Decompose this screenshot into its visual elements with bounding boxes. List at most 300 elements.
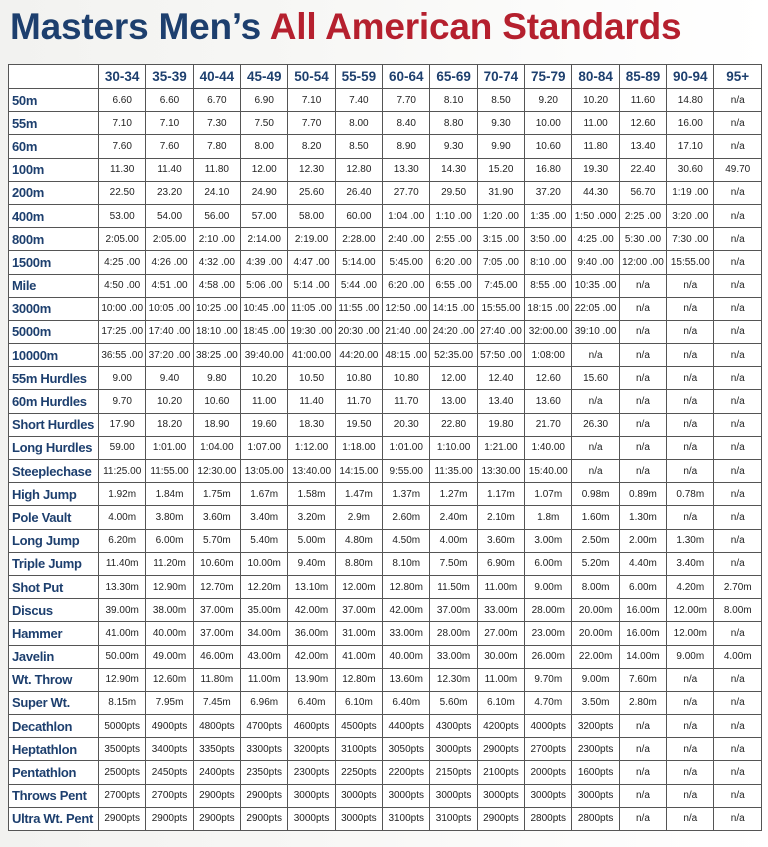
standard-value-cell: n/a	[714, 367, 762, 390]
standard-value-cell: n/a	[619, 274, 666, 297]
standard-value-cell: 19.50	[335, 413, 382, 436]
standard-value-cell: 8:55 .00	[525, 274, 572, 297]
age-group-header: 95+	[714, 65, 762, 89]
standard-value-cell: n/a	[714, 460, 762, 483]
table-row	[9, 228, 762, 251]
standard-value-cell: 17:25 .00	[99, 320, 146, 343]
standard-value-cell: 3000pts	[430, 738, 477, 761]
standard-value-cell: 12.40	[477, 367, 524, 390]
standard-value-cell: n/a	[619, 390, 666, 413]
standard-value-cell: 2900pts	[241, 784, 288, 807]
standard-value-cell: 15:55.00	[667, 251, 714, 274]
standard-value-cell: n/a	[619, 761, 666, 784]
standard-value-cell: 1:40.00	[525, 436, 572, 459]
standard-value-cell: 4300pts	[430, 715, 477, 738]
standard-value-cell: 6:20 .00	[383, 274, 430, 297]
standard-value-cell: 8.20	[288, 135, 335, 158]
table-row	[9, 483, 762, 506]
standard-value-cell: 6.10m	[477, 691, 524, 714]
standard-value-cell: 50.00m	[99, 645, 146, 668]
standard-value-cell: 13.40	[619, 135, 666, 158]
standard-value-cell: 12:50 .00	[383, 297, 430, 320]
standard-value-cell: 28.00m	[525, 599, 572, 622]
event-name-cell: Shot Put	[9, 575, 99, 598]
title-part-masters-mens: Masters Men’s	[10, 6, 262, 47]
standard-value-cell: 10.60	[525, 135, 572, 158]
standard-value-cell: 2700pts	[99, 784, 146, 807]
standard-value-cell: 7.30	[193, 112, 240, 135]
standard-value-cell: 3100pts	[335, 738, 382, 761]
standard-value-cell: 17.10	[667, 135, 714, 158]
age-group-header: 60-64	[383, 65, 430, 89]
title-part-all-american-standards: All American Standards	[269, 6, 682, 47]
standard-value-cell: n/a	[714, 761, 762, 784]
standard-value-cell: n/a	[572, 344, 619, 367]
standard-value-cell: 1:20 .00	[477, 204, 524, 227]
event-name-cell: Long Jump	[9, 529, 99, 552]
standard-value-cell: 15:55.00	[477, 297, 524, 320]
standard-value-cell: 3350pts	[193, 738, 240, 761]
event-name-cell: Heptathlon	[9, 738, 99, 761]
standard-value-cell: 12.80m	[383, 575, 430, 598]
standard-value-cell: n/a	[667, 761, 714, 784]
standard-value-cell: 3:50 .00	[525, 228, 572, 251]
standard-value-cell: 60.00	[335, 204, 382, 227]
standard-value-cell: n/a	[667, 715, 714, 738]
table-row	[9, 807, 762, 830]
standard-value-cell: 10:35 .00	[572, 274, 619, 297]
standard-value-cell: 20.30	[383, 413, 430, 436]
standard-value-cell: 7.60m	[619, 668, 666, 691]
standard-value-cell: 1:12.00	[288, 436, 335, 459]
standard-value-cell: 10:00 .00	[99, 297, 146, 320]
standard-value-cell: 11.50m	[430, 575, 477, 598]
standard-value-cell: 0.98m	[572, 483, 619, 506]
standard-value-cell: 5:44 .00	[335, 274, 382, 297]
standard-value-cell: 12.60	[619, 112, 666, 135]
standard-value-cell: 39:10 .00	[572, 320, 619, 343]
standard-value-cell: 6.40m	[383, 691, 430, 714]
standard-value-cell: n/a	[667, 390, 714, 413]
standard-value-cell: 1:18.00	[335, 436, 382, 459]
standard-value-cell: 9.90	[477, 135, 524, 158]
standard-value-cell: 5.20m	[572, 552, 619, 575]
standard-value-cell: n/a	[714, 297, 762, 320]
standard-value-cell: 7.45m	[193, 691, 240, 714]
standard-value-cell: 15.20	[477, 158, 524, 181]
standard-value-cell: 2300pts	[572, 738, 619, 761]
standard-value-cell: 9.00m	[667, 645, 714, 668]
standard-value-cell: 8.40	[383, 112, 430, 135]
standard-value-cell: 21.70	[525, 413, 572, 436]
standard-value-cell: 12.00m	[335, 575, 382, 598]
standard-value-cell: 8:10 .00	[525, 251, 572, 274]
standard-value-cell: 3.40m	[667, 552, 714, 575]
standard-value-cell: 13:40.00	[288, 460, 335, 483]
standard-value-cell: 20.00m	[572, 622, 619, 645]
table-row	[9, 367, 762, 390]
standard-value-cell: n/a	[667, 297, 714, 320]
standard-value-cell: 11:05 .00	[288, 297, 335, 320]
standard-value-cell: 4000pts	[525, 715, 572, 738]
standard-value-cell: 4:50 .00	[99, 274, 146, 297]
header-corner-cell	[9, 65, 99, 89]
standard-value-cell: 16.80	[525, 158, 572, 181]
standard-value-cell: 1:08:00	[525, 344, 572, 367]
standard-value-cell: 5.40m	[241, 529, 288, 552]
standard-value-cell: n/a	[667, 807, 714, 830]
standard-value-cell: 2.50m	[572, 529, 619, 552]
standard-value-cell: 6:20 .00	[430, 251, 477, 274]
event-name-cell: 60m Hurdles	[9, 390, 99, 413]
age-group-header: 90-94	[667, 65, 714, 89]
standard-value-cell: 4700pts	[241, 715, 288, 738]
standard-value-cell: 11:35.00	[430, 460, 477, 483]
standard-value-cell: n/a	[667, 668, 714, 691]
standard-value-cell: 7.10	[288, 89, 335, 112]
standard-value-cell: 7.50	[241, 112, 288, 135]
standard-value-cell: 26.30	[572, 413, 619, 436]
standard-value-cell: 4.70m	[525, 691, 572, 714]
standard-value-cell: n/a	[667, 413, 714, 436]
standard-value-cell: 42.00m	[288, 645, 335, 668]
standard-value-cell: n/a	[619, 436, 666, 459]
standard-value-cell: n/a	[619, 297, 666, 320]
standard-value-cell: 17:40 .00	[146, 320, 193, 343]
standard-value-cell: 14.00m	[619, 645, 666, 668]
standard-value-cell: 5:06 .00	[241, 274, 288, 297]
standard-value-cell: 2.10m	[477, 506, 524, 529]
standard-value-cell: n/a	[572, 460, 619, 483]
standard-value-cell: 3.00m	[525, 529, 572, 552]
standard-value-cell: 31.90	[477, 181, 524, 204]
standard-value-cell: 2250pts	[335, 761, 382, 784]
standard-value-cell: 18.90	[193, 413, 240, 436]
standard-value-cell: 9:55.00	[383, 460, 430, 483]
standard-value-cell: n/a	[714, 807, 762, 830]
standard-value-cell: 8.50	[335, 135, 382, 158]
standard-value-cell: 21:40 .00	[383, 320, 430, 343]
table-row	[9, 691, 762, 714]
table-row	[9, 529, 762, 552]
standard-value-cell: n/a	[667, 367, 714, 390]
standard-value-cell: 2:14.00	[241, 228, 288, 251]
standard-value-cell: 31.00m	[335, 622, 382, 645]
standard-value-cell: 2800pts	[525, 807, 572, 830]
standard-value-cell: n/a	[619, 738, 666, 761]
standard-value-cell: 14:15.00	[335, 460, 382, 483]
standard-value-cell: 1:19 .00	[667, 181, 714, 204]
standard-value-cell: 11:55.00	[146, 460, 193, 483]
standard-value-cell: n/a	[619, 413, 666, 436]
standard-value-cell: 49.00m	[146, 645, 193, 668]
standard-value-cell: 13.90m	[288, 668, 335, 691]
standard-value-cell: 4600pts	[288, 715, 335, 738]
standard-value-cell: 32:00.00	[525, 320, 572, 343]
event-name-cell: Throws Pent	[9, 784, 99, 807]
standards-table	[8, 64, 762, 831]
standard-value-cell: 41:00.00	[288, 344, 335, 367]
standard-value-cell: 58.00	[288, 204, 335, 227]
standard-value-cell: 7.60	[99, 135, 146, 158]
standard-value-cell: 41.00m	[99, 622, 146, 645]
standard-value-cell: 4:47 .00	[288, 251, 335, 274]
standard-value-cell: 13:05.00	[241, 460, 288, 483]
standard-value-cell: 11.40m	[99, 552, 146, 575]
standard-value-cell: 38.00m	[146, 599, 193, 622]
standard-value-cell: 3100pts	[383, 807, 430, 830]
standard-value-cell: 6.00m	[619, 575, 666, 598]
standard-value-cell: 11.20m	[146, 552, 193, 575]
standard-value-cell: 10.80	[335, 367, 382, 390]
standard-value-cell: n/a	[714, 715, 762, 738]
standard-value-cell: 6.40m	[288, 691, 335, 714]
event-name-cell: High Jump	[9, 483, 99, 506]
standard-value-cell: 2.60m	[383, 506, 430, 529]
table-row	[9, 112, 762, 135]
standard-value-cell: 22.40	[619, 158, 666, 181]
standard-value-cell: n/a	[714, 483, 762, 506]
standard-value-cell: 34.00m	[241, 622, 288, 645]
standard-value-cell: 2900pts	[477, 807, 524, 830]
age-group-header: 35-39	[146, 65, 193, 89]
table-row	[9, 645, 762, 668]
event-name-cell: 55m Hurdles	[9, 367, 99, 390]
standard-value-cell: 7.80	[193, 135, 240, 158]
event-name-cell: Javelin	[9, 645, 99, 668]
standard-value-cell: 56.00	[193, 204, 240, 227]
standard-value-cell: 1:04 .00	[383, 204, 430, 227]
standard-value-cell: 2900pts	[193, 807, 240, 830]
event-name-cell: 10000m	[9, 344, 99, 367]
table-row	[9, 158, 762, 181]
table-row	[9, 738, 762, 761]
standard-value-cell: 10:25 .00	[193, 297, 240, 320]
standard-value-cell: 13.30m	[99, 575, 146, 598]
age-group-header: 55-59	[335, 65, 382, 89]
standard-value-cell: 24:20 .00	[430, 320, 477, 343]
standard-value-cell: 10.60	[193, 390, 240, 413]
table-row	[9, 460, 762, 483]
standards-table-body	[9, 89, 762, 831]
standard-value-cell: n/a	[667, 274, 714, 297]
standard-value-cell: 6.10m	[335, 691, 382, 714]
standard-value-cell: 19:30 .00	[288, 320, 335, 343]
age-group-header: 40-44	[193, 65, 240, 89]
standard-value-cell: 3.50m	[572, 691, 619, 714]
standard-value-cell: 2100pts	[477, 761, 524, 784]
table-row	[9, 506, 762, 529]
standard-value-cell: 7.60	[146, 135, 193, 158]
standard-value-cell: 10:05 .00	[146, 297, 193, 320]
standard-value-cell: 4:25 .00	[572, 228, 619, 251]
standard-value-cell: 11:55 .00	[335, 297, 382, 320]
standard-value-cell: 39:40.00	[241, 344, 288, 367]
standard-value-cell: 19.30	[572, 158, 619, 181]
standard-value-cell: 7:30 .00	[667, 228, 714, 251]
standard-value-cell: 7:45.00	[477, 274, 524, 297]
standard-value-cell: 6.90	[241, 89, 288, 112]
event-name-cell: 200m	[9, 181, 99, 204]
event-name-cell: Decathlon	[9, 715, 99, 738]
standard-value-cell: 1.07m	[525, 483, 572, 506]
standard-value-cell: n/a	[714, 784, 762, 807]
standard-value-cell: 5.60m	[430, 691, 477, 714]
standard-value-cell: 2.80m	[619, 691, 666, 714]
standard-value-cell: n/a	[714, 390, 762, 413]
standard-value-cell: 8.00	[241, 135, 288, 158]
standard-value-cell: 48:15 .00	[383, 344, 430, 367]
standard-value-cell: 16.00	[667, 112, 714, 135]
standard-value-cell: 19.80	[477, 413, 524, 436]
standard-value-cell: 12.60	[525, 367, 572, 390]
standard-value-cell: 22.00m	[572, 645, 619, 668]
standard-value-cell: n/a	[619, 807, 666, 830]
standard-value-cell: 24.90	[241, 181, 288, 204]
standard-value-cell: 6.60	[146, 89, 193, 112]
standard-value-cell: n/a	[619, 344, 666, 367]
standard-value-cell: 12.90m	[146, 575, 193, 598]
standard-value-cell: 4.80m	[335, 529, 382, 552]
standard-value-cell: 40.00m	[383, 645, 430, 668]
standard-value-cell: 5:30 .00	[619, 228, 666, 251]
standard-value-cell: 9.00m	[572, 668, 619, 691]
standard-value-cell: 5.00m	[288, 529, 335, 552]
standard-value-cell: 8.00m	[572, 575, 619, 598]
standard-value-cell: 11.00	[241, 390, 288, 413]
standard-value-cell: 3.40m	[241, 506, 288, 529]
standard-value-cell: 13.00	[430, 390, 477, 413]
standard-value-cell: 6.00m	[525, 552, 572, 575]
standard-value-cell: 26.40	[335, 181, 382, 204]
standard-value-cell: 14.80	[667, 89, 714, 112]
standard-value-cell: 3050pts	[383, 738, 430, 761]
table-row	[9, 622, 762, 645]
standard-value-cell: 10.50	[288, 367, 335, 390]
standard-value-cell: 11.70	[335, 390, 382, 413]
standard-value-cell: 59.00	[99, 436, 146, 459]
standard-value-cell: n/a	[714, 89, 762, 112]
age-group-header-row	[9, 65, 762, 89]
event-name-cell: 1500m	[9, 251, 99, 274]
standard-value-cell: 17.90	[99, 413, 146, 436]
event-name-cell: 5000m	[9, 320, 99, 343]
standard-value-cell: 11.80	[572, 135, 619, 158]
standard-value-cell: 2:10 .00	[193, 228, 240, 251]
standard-value-cell: n/a	[714, 506, 762, 529]
table-row	[9, 320, 762, 343]
standard-value-cell: 1.67m	[241, 483, 288, 506]
standard-value-cell: 12.00	[241, 158, 288, 181]
standard-value-cell: 4.40m	[619, 552, 666, 575]
event-name-cell: Hammer	[9, 622, 99, 645]
standard-value-cell: 37.20	[525, 181, 572, 204]
standard-value-cell: 9.30	[477, 112, 524, 135]
standard-value-cell: 44.30	[572, 181, 619, 204]
table-row	[9, 297, 762, 320]
standard-value-cell: 13.30	[383, 158, 430, 181]
event-name-cell: Pole Vault	[9, 506, 99, 529]
standard-value-cell: 29.50	[430, 181, 477, 204]
standard-value-cell: 30.60	[667, 158, 714, 181]
standard-value-cell: 7.10	[99, 112, 146, 135]
standard-value-cell: 4800pts	[193, 715, 240, 738]
standard-value-cell: 8.80	[430, 112, 477, 135]
standard-value-cell: 4500pts	[335, 715, 382, 738]
table-row	[9, 251, 762, 274]
event-name-cell: 3000m	[9, 297, 99, 320]
event-name-cell: Wt. Throw	[9, 668, 99, 691]
standard-value-cell: 4.50m	[383, 529, 430, 552]
standard-value-cell: 1:21.00	[477, 436, 524, 459]
standard-value-cell: 12.00m	[667, 599, 714, 622]
standard-value-cell: 36.00m	[288, 622, 335, 645]
standard-value-cell: 4:51 .00	[146, 274, 193, 297]
table-row	[9, 344, 762, 367]
page-title	[10, 2, 760, 52]
standard-value-cell: 11:25.00	[99, 460, 146, 483]
standard-value-cell: 3.60m	[193, 506, 240, 529]
standard-value-cell: 2:55 .00	[430, 228, 477, 251]
standard-value-cell: 4900pts	[146, 715, 193, 738]
standard-value-cell: 9.80	[193, 367, 240, 390]
standard-value-cell: 6.70	[193, 89, 240, 112]
standard-value-cell: 37.00m	[193, 622, 240, 645]
standard-value-cell: 41.00m	[335, 645, 382, 668]
standard-value-cell: 9.70m	[525, 668, 572, 691]
standard-value-cell: 4.00m	[99, 506, 146, 529]
standard-value-cell: 46.00m	[193, 645, 240, 668]
standard-value-cell: 7.40	[335, 89, 382, 112]
standard-value-cell: 1.17m	[477, 483, 524, 506]
standard-value-cell: 1.47m	[335, 483, 382, 506]
standard-value-cell: 11.30	[99, 158, 146, 181]
standard-value-cell: 13.60	[525, 390, 572, 413]
age-group-header: 85-89	[619, 65, 666, 89]
standard-value-cell: 1.30m	[619, 506, 666, 529]
standard-value-cell: 16.00m	[619, 599, 666, 622]
standard-value-cell: 12.00m	[667, 622, 714, 645]
standard-value-cell: 9.00m	[525, 575, 572, 598]
standard-value-cell: 2900pts	[477, 738, 524, 761]
standard-value-cell: 1.58m	[288, 483, 335, 506]
standard-value-cell: 2.70m	[714, 575, 762, 598]
standard-value-cell: 4:32 .00	[193, 251, 240, 274]
standard-value-cell: 27:40 .00	[477, 320, 524, 343]
standard-value-cell: 1.92m	[99, 483, 146, 506]
standard-value-cell: 13.10m	[288, 575, 335, 598]
standard-value-cell: 25.60	[288, 181, 335, 204]
standard-value-cell: 3.60m	[477, 529, 524, 552]
standard-value-cell: 2.9m	[335, 506, 382, 529]
standard-value-cell: 7.10	[146, 112, 193, 135]
standard-value-cell: 8.10	[430, 89, 477, 112]
standard-value-cell: 5:14.00	[335, 251, 382, 274]
standard-value-cell: 11.80m	[193, 668, 240, 691]
event-name-cell: Super Wt.	[9, 691, 99, 714]
standard-value-cell: 5:45.00	[383, 251, 430, 274]
standard-value-cell: 12:30.00	[193, 460, 240, 483]
table-row	[9, 181, 762, 204]
standard-value-cell: n/a	[667, 506, 714, 529]
standard-value-cell: 4:25 .00	[99, 251, 146, 274]
standard-value-cell: 1:07.00	[241, 436, 288, 459]
standard-value-cell: 18.30	[288, 413, 335, 436]
standard-value-cell: 22:05 .00	[572, 297, 619, 320]
standard-value-cell: n/a	[572, 436, 619, 459]
standard-value-cell: 6.60	[99, 89, 146, 112]
standard-value-cell: 11.00m	[477, 668, 524, 691]
